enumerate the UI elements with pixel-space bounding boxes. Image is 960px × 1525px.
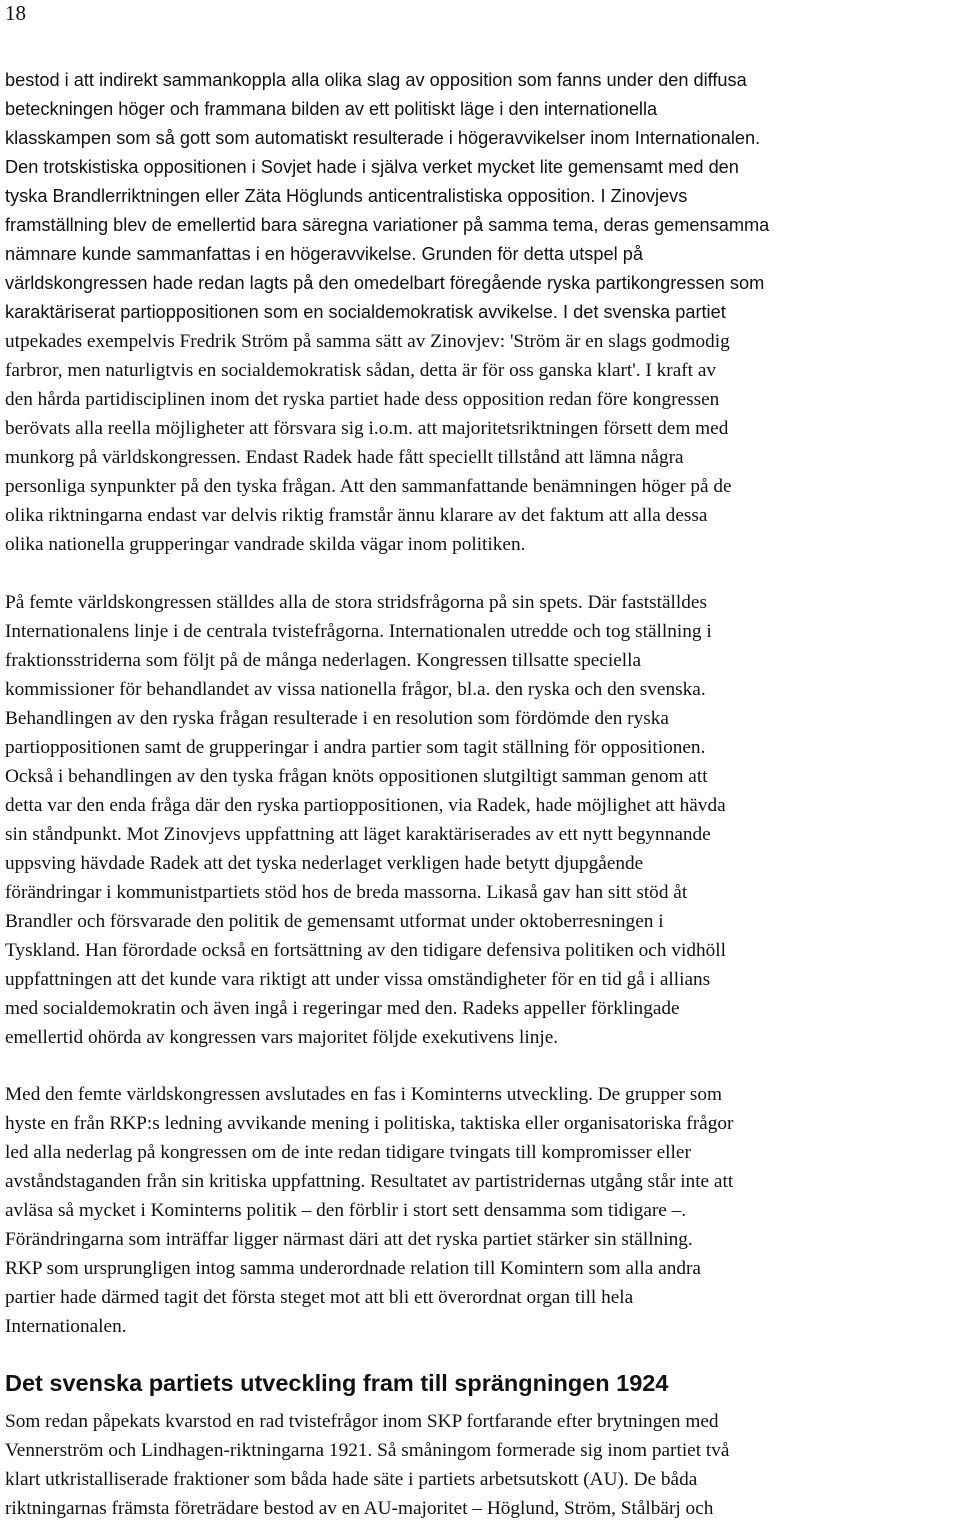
text-line: framställning blev de emellertid bara säregna variationer på samma tema, deras gemensamma xyxy=(5,215,770,235)
text-line: avläsa så mycket i Kominterns politik – den förblir i stort sett densamma som tidigare –. xyxy=(5,1200,687,1221)
paragraph-1 xyxy=(5,66,957,559)
text-line: Som redan påpekats kvarstod en rad tvistefrågor inom SKP fortfarande efter brytningen med xyxy=(5,1411,719,1432)
text-line: världskongressen hade redan lagts på den omedelbart föregående ryska partikongressen som xyxy=(5,273,765,293)
text-line: På femte världskongressen ställdes alla de stora stridsfrågorna på sin spets. Där fastställdes xyxy=(5,592,707,613)
text-line: utpekades exempelvis Fredrik Ström på samma sätt av Zinovjev: 'Ström är en slags godmodig xyxy=(5,331,730,352)
paragraph-2 xyxy=(5,588,957,1052)
text-line: munkorg på världskongressen. Endast Radek hade fått speciellt tillstånd att lämna några xyxy=(5,447,684,468)
paragraph-4 xyxy=(5,1407,957,1523)
text-line: olika riktningarna endast var delvis riktig framstår ännu klarare av det faktum att alla dessa xyxy=(5,505,708,526)
text-line: olika nationella grupperingar vandrade skilda vägar inom politiken. xyxy=(5,534,526,555)
text-line: avståndstaganden från sin kritiska uppfattning. Resultatet av partistridernas utgång står inte att xyxy=(5,1171,734,1192)
text-line: riktningarnas främsta företrädare bestod av en AU-majoritet – Höglund, Ström, Stålbärj och xyxy=(5,1498,714,1519)
text-line: Också i behandlingen av den tyska frågan knöts oppositionen slutgiltigt samman genom att xyxy=(5,766,708,787)
text-line: den hårda partidisciplinen inom det ryska partiet hade dess opposition redan före kongressen xyxy=(5,389,720,410)
text-line: karaktäriserat partioppositionen som en socialdemokratisk avvikelse. I det svenska partiet xyxy=(5,302,726,322)
text-line: Behandlingen av den ryska frågan resulterade i en resolution som fördömde den ryska xyxy=(5,708,669,729)
text-line: nämnare kunde sammanfattas i en högeravvikelse. Grunden för detta utspel på xyxy=(5,244,643,264)
text-line: Med den femte världskongressen avslutades en fas i Kominterns utveckling. De grupper som xyxy=(5,1084,722,1105)
text-line: beteckningen höger och frammana bilden av ett politiskt läge i den internationella xyxy=(5,99,658,119)
section-heading: Det svenska partiets utveckling fram till sprängningen 1924 xyxy=(5,1370,669,1396)
text-line: klart utkristalliserade fraktioner som båda hade säte i partiets arbetsutskott (AU). De båda xyxy=(5,1469,698,1490)
paragraph-3 xyxy=(5,1080,957,1341)
text-line: uppfattningen att det kunde vara riktigt att under vissa omständigheter för en tid gå i allians xyxy=(5,969,711,990)
page-number: 18 xyxy=(5,1,26,25)
text-line: emellertid ohörda av kongressen vars majoritet följde exekutivens linje. xyxy=(5,1027,559,1048)
text-line: led alla nederlag på kongressen om de inte redan tidigare tvingats till kompromisser eller xyxy=(5,1142,691,1163)
text-line: bestod i att indirekt sammankoppla alla olika slag av opposition som fanns under den diffusa xyxy=(5,70,747,90)
text-line: Brandler och försvarade den politik de gemensamt utformat under oktoberresningen i xyxy=(5,911,664,932)
text-line: Förändringarna som inträffar ligger närmast däri att det ryska partiet stärker sin ställning. xyxy=(5,1229,693,1250)
text-line: Tyskland. Han förordade också en fortsättning av den tidigare defensiva politiken och vidhöll xyxy=(5,940,726,961)
text-line: fraktionsstriderna som följt på de många nederlagen. Kongressen tillsatte speciella xyxy=(5,650,642,671)
text-line: berövats alla reella möjligheter att försvara sig i.o.m. att majoritetsriktningen försett dem med xyxy=(5,418,729,439)
text-line: partioppositionen samt de grupperingar i andra partier som tagit ställning för oppositionen. xyxy=(5,737,706,758)
text-line: RKP som ursprungligen intog samma underordnade relation till Komintern som alla andra xyxy=(5,1258,701,1279)
text-line: förändringar i kommunistpartiets stöd hos de breda massorna. Likaså gav han sitt stöd åt xyxy=(5,882,688,903)
text-line: uppsving hävdade Radek att det tyska nederlaget verkligen hade betytt djupgående xyxy=(5,853,644,874)
text-line: Den trotskistiska oppositionen i Sovjet hade i själva verket mycket lite gemensamt med den xyxy=(5,157,739,177)
text-line: farbror, men naturligtvis en socialdemokratisk sådan, detta är för oss ganska klart'. I kraft av xyxy=(5,360,717,381)
text-line: Vennerström och Lindhagen-riktningarna 1921. Så småningom formerade sig inom partiet två xyxy=(5,1440,730,1461)
text-line: klasskampen som så gott som automatiskt resulterade i högeravvikelser inom Internationalen. xyxy=(5,128,761,148)
text-line: Internationalens linje i de centrala tvistefrågorna. Internationalen utredde och tog ställning i xyxy=(5,621,712,642)
text-line: detta var den enda fråga där den ryska partioppositionen, via Radek, hade möjlighet att hävda xyxy=(5,795,726,816)
text-line: personliga synpunkter på den tyska frågan. Att den sammanfattande benämningen höger på de xyxy=(5,476,732,497)
text-line: hyste en från RKP:s ledning avvikande mening i politiska, taktiska eller organisatoriska frågor xyxy=(5,1113,734,1134)
text-line: med socialdemokratin och även ingå i regeringar med den. Radeks appeller förklingade xyxy=(5,998,680,1019)
text-line: sin ståndpunkt. Mot Zinovjevs uppfattning att läget karaktäriserades av ett nytt begynnande xyxy=(5,824,711,845)
text-line: kommissioner för behandlandet av vissa nationella frågor, bl.a. den ryska och den svenska. xyxy=(5,679,706,700)
text-line: tyska Brandlerriktningen eller Zäta Höglunds anticentralistiska opposition. I Zinovjevs xyxy=(5,186,688,206)
text-line: partier hade därmed tagit det första steget mot att bli ett överordnat organ till hela xyxy=(5,1287,634,1308)
text-line: Internationalen. xyxy=(5,1316,127,1337)
